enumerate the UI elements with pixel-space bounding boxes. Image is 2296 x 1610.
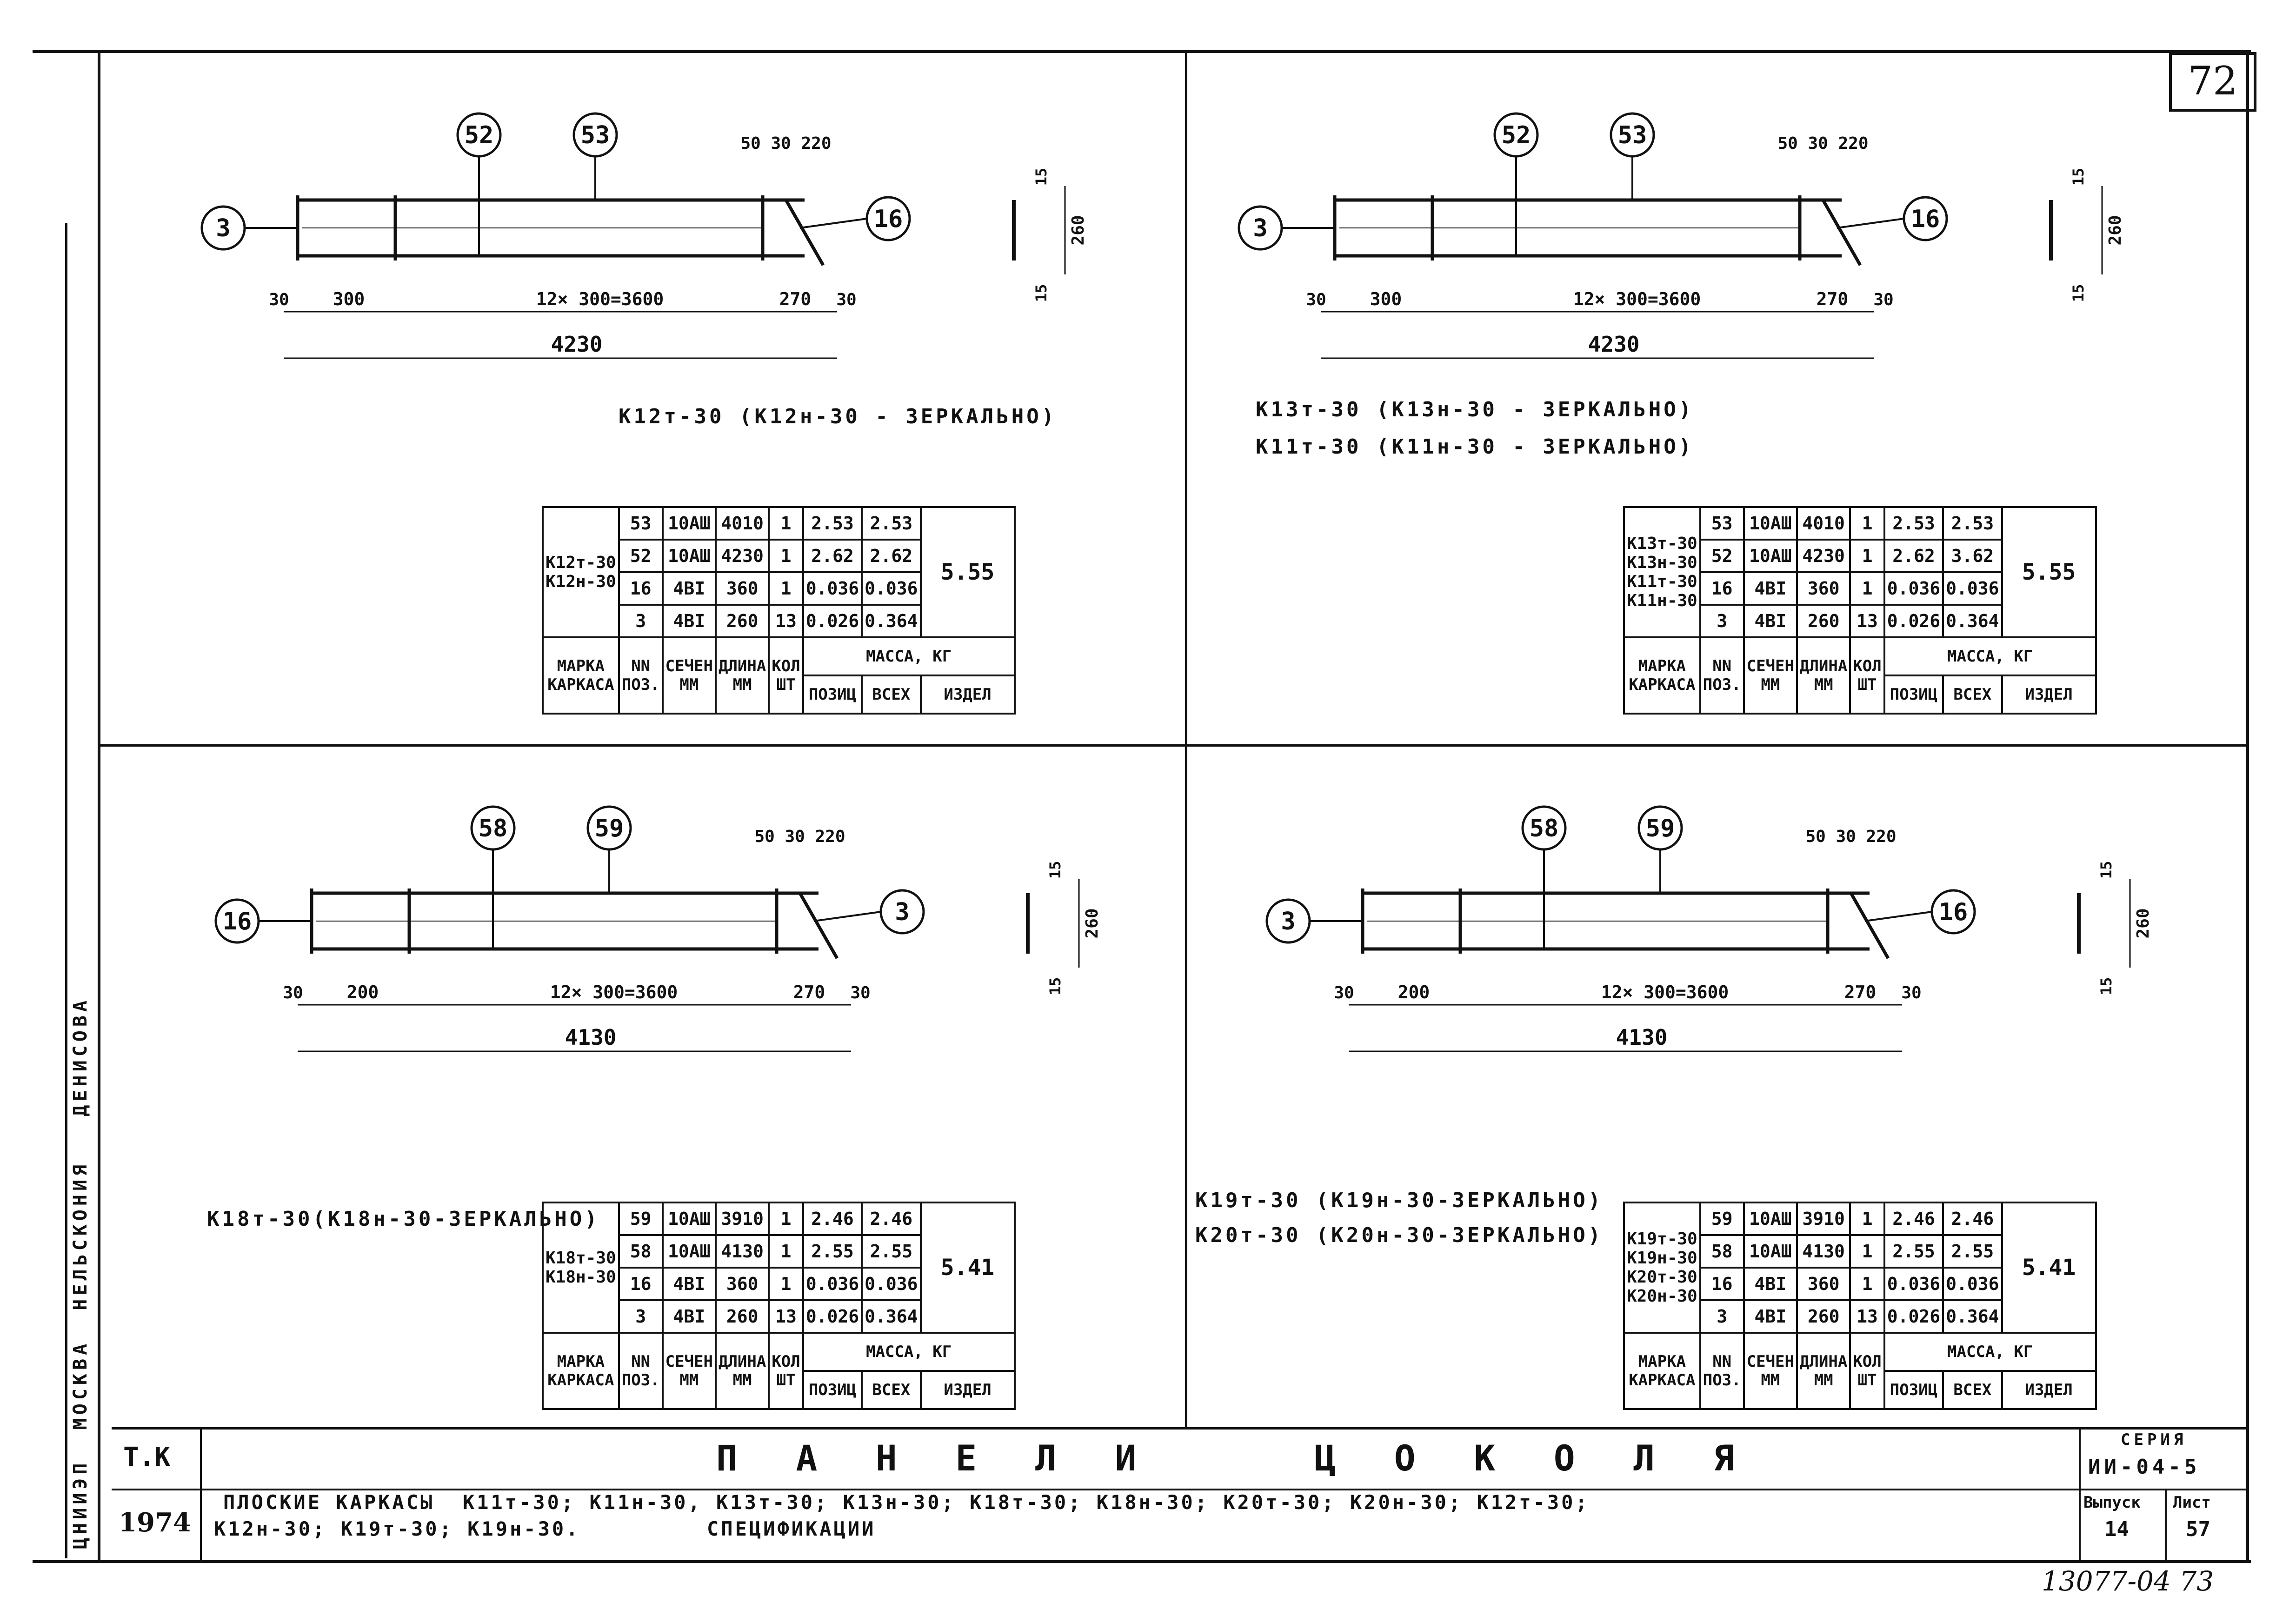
table-cell: 4ВI — [663, 1300, 716, 1333]
table-cell: 10АШ — [663, 1202, 716, 1235]
table-cell: 10АШ — [663, 507, 716, 540]
table-cell: 1 — [769, 1235, 803, 1268]
spec-table-k19 — [1623, 1202, 2097, 1410]
table-cell: 360 — [1797, 572, 1850, 605]
table-cell: 13 — [769, 1300, 803, 1333]
dimension-label: 300 — [333, 289, 365, 309]
table-cell: 52 — [1700, 540, 1744, 572]
dimension-label: 30 — [269, 290, 289, 309]
bubble-position-label: 59 — [1645, 815, 1675, 842]
dimension-label: 30 — [850, 983, 871, 1002]
table-cell: 16 — [1700, 1268, 1744, 1300]
table-cell: 2.55 — [1943, 1235, 2002, 1268]
table-cell: 2.55 — [862, 1235, 920, 1268]
table-cell: 2.62 — [1884, 540, 1943, 572]
header-qty: КОЛ ШТ — [769, 637, 803, 714]
table-cell: 16 — [1700, 572, 1744, 605]
frame-mark: К18т-30 — [546, 1249, 616, 1268]
dimension-label: 300 — [1370, 289, 1402, 309]
header-mass: МАССА, КГ — [1884, 637, 2096, 675]
section-height-label: 260 — [1083, 908, 1102, 939]
table-cell: 4130 — [1797, 1235, 1850, 1268]
table-cell: 3 — [1700, 605, 1744, 637]
table-cell: 59 — [1700, 1202, 1744, 1235]
table-row — [543, 507, 1015, 540]
table-cell: 2.46 — [862, 1202, 920, 1235]
frame-marks — [1624, 1202, 1700, 1333]
series-label: СЕРИЯ — [2121, 1430, 2187, 1449]
table-cell: 4ВI — [663, 1268, 716, 1300]
section-height-label: 260 — [1069, 215, 1088, 246]
bubble-position-label: 52 — [1501, 121, 1531, 149]
table-cell: 0.364 — [862, 605, 920, 637]
header-mass-item: ИЗДЕЛ — [921, 675, 1015, 714]
table-cell: 59 — [619, 1202, 663, 1235]
section-top-label: 15 — [1046, 861, 1064, 879]
dimension-label: 30 — [1334, 983, 1354, 1002]
table-cell: 3 — [619, 1300, 663, 1333]
title-col-line-1 — [200, 1427, 202, 1562]
table-cell: 260 — [716, 1300, 769, 1333]
table-cell: 4010 — [716, 507, 769, 540]
dimension-label: 30 — [1901, 983, 1922, 1002]
header-pos: NN ПОЗ. — [1700, 637, 1744, 714]
table-cell: 1 — [1850, 1235, 1884, 1268]
header-qty: КОЛ ШТ — [1850, 1333, 1884, 1409]
header-mass-pos: ПОЗИЦ — [1884, 1371, 1943, 1409]
table-cell: 4ВI — [663, 572, 716, 605]
table-cell: 0.036 — [1884, 1268, 1943, 1300]
table-cell: 1 — [769, 540, 803, 572]
table-cell: 1 — [1850, 572, 1884, 605]
bubble-position-label: 53 — [580, 121, 610, 149]
table-cell: 1 — [1850, 1202, 1884, 1235]
bubble-position-label: 3 — [216, 214, 231, 242]
table-cell: 10АШ — [663, 540, 716, 572]
table-cell: 53 — [619, 507, 663, 540]
title-col-line-3 — [2165, 1489, 2167, 1562]
section-bottom-label: 15 — [2070, 284, 2087, 302]
dimension-label: 12× 300=3600 — [536, 289, 664, 309]
header-length: ДЛИНА ММ — [1797, 637, 1850, 714]
header-section: СЕЧЕН ММ — [1744, 637, 1797, 714]
table-header-row — [543, 1333, 1015, 1371]
table-cell: 260 — [716, 605, 769, 637]
table-cell: 1 — [769, 1202, 803, 1235]
dimension-label: 12× 300=3600 — [1601, 982, 1729, 1002]
item-mass: 5.55 — [2002, 507, 2096, 637]
frame-mark: К12н-30 — [546, 572, 616, 591]
header-mass-all: ВСЕХ — [1943, 1371, 2002, 1409]
frame-mark: К18н-30 — [546, 1268, 616, 1287]
header-mass-pos: ПОЗИЦ — [1884, 675, 1943, 714]
dimension-label: 30 — [1873, 290, 1894, 309]
bubble-position-label: 58 — [478, 815, 508, 842]
table-cell: 0.036 — [1943, 1268, 2002, 1300]
table-cell: 4130 — [716, 1235, 769, 1268]
dimension-label: 12× 300=3600 — [1573, 289, 1701, 309]
table-cell: 10АШ — [1744, 1202, 1797, 1235]
title-row-line — [112, 1489, 2249, 1490]
dimension-label: 30 — [1306, 290, 1326, 309]
frame-mark: К13т-30 — [1627, 534, 1697, 553]
caption-k19-a: К19т-30 (К19н-30-ЗЕРКАЛЬНО) — [1195, 1189, 1604, 1212]
dimension-label: 30 — [283, 983, 303, 1002]
table-cell: 53 — [1700, 507, 1744, 540]
spec-table-k12 — [542, 506, 1016, 715]
table-cell: 3 — [619, 605, 663, 637]
table-cell: 0.036 — [1884, 572, 1943, 605]
sheet-value: 57 — [2186, 1517, 2210, 1541]
table-cell: 16 — [619, 1268, 663, 1300]
table-cell: 0.364 — [862, 1300, 920, 1333]
table-cell: 4230 — [1797, 540, 1850, 572]
frame-marks — [543, 507, 619, 637]
leader-line — [1837, 219, 1904, 228]
doc-type: Т.К — [123, 1442, 171, 1472]
subtitle-line-2: К12н-30; К19т-30; К19н-30. СПЕЦИФИКАЦИИ — [214, 1517, 876, 1540]
table-cell: 0.364 — [1943, 1300, 2002, 1333]
bubble-position-label: 3 — [1281, 908, 1296, 935]
header-mass: МАССА, КГ — [1884, 1333, 2096, 1371]
table-cell: 1 — [1850, 540, 1884, 572]
table-cell: 58 — [619, 1235, 663, 1268]
table-cell: 0.026 — [803, 1300, 862, 1333]
archive-number: 13077-04 73 — [2042, 1565, 2214, 1597]
table-cell: 2.55 — [1884, 1235, 1943, 1268]
bubble-position-label: 16 — [1910, 205, 1940, 233]
table-cell: 2.62 — [803, 540, 862, 572]
header-mark: МАРКА КАРКАСА — [1624, 637, 1700, 714]
table-cell: 10АШ — [1744, 540, 1797, 572]
table-cell: 3910 — [716, 1202, 769, 1235]
header-mass-all: ВСЕХ — [1943, 675, 2002, 714]
header-section: СЕЧЕН ММ — [663, 1333, 716, 1409]
header-length: ДЛИНА ММ — [716, 637, 769, 714]
spec-table-k18 — [542, 1202, 1016, 1410]
table-cell: 0.026 — [1884, 605, 1943, 637]
table-header-row — [1624, 1333, 2096, 1371]
bubble-position-label: 3 — [1253, 214, 1268, 242]
caption-k13-b: К11т-30 (К11н-30 - ЗЕРКАЛЬНО) — [1256, 435, 1694, 459]
dimension-total-label: 4230 — [551, 332, 603, 357]
dimension-label: 270 — [1844, 982, 1877, 1002]
spacing-label: 50 30 220 — [754, 827, 845, 846]
header-mass: МАССА, КГ — [803, 1333, 1015, 1371]
table-cell: 1 — [769, 572, 803, 605]
table-header-row — [543, 637, 1015, 675]
caption-k12: К12т-30 (К12н-30 - ЗЕРКАЛЬНО) — [619, 405, 1057, 428]
leader-line — [1865, 912, 1932, 921]
dimension-total-label: 4130 — [1616, 1025, 1668, 1050]
table-cell: 13 — [769, 605, 803, 637]
table-cell: 0.026 — [803, 605, 862, 637]
table-cell: 2.62 — [862, 540, 920, 572]
header-mass-pos: ПОЗИЦ — [803, 1371, 862, 1409]
dimension-label: 30 — [836, 290, 857, 309]
header-qty: КОЛ ШТ — [769, 1333, 803, 1409]
section-bottom-label: 15 — [1032, 284, 1050, 302]
header-length: ДЛИНА ММ — [716, 1333, 769, 1409]
table-cell: 1 — [769, 1268, 803, 1300]
year: 1974 — [119, 1507, 191, 1538]
table-cell: 10АШ — [663, 1235, 716, 1268]
series-value: ИИ-04-5 — [2088, 1455, 2201, 1479]
bubble-position-label: 16 — [222, 908, 252, 935]
table-cell: 4010 — [1797, 507, 1850, 540]
table-cell: 52 — [619, 540, 663, 572]
table-row — [1624, 1202, 2096, 1235]
section-bottom-label: 15 — [2097, 977, 2115, 995]
table-cell: 0.036 — [803, 572, 862, 605]
section-top-label: 15 — [2097, 861, 2115, 879]
table-cell: 0.364 — [1943, 605, 2002, 637]
dimension-label: 270 — [1816, 289, 1849, 309]
item-mass: 5.55 — [921, 507, 1015, 637]
frame-mark: К11т-30 — [1627, 572, 1697, 591]
section-height-label: 260 — [2106, 215, 2125, 246]
table-cell: 13 — [1850, 605, 1884, 637]
subtitle-line-1: ПЛОСКИЕ КАРКАСЫ К11т-30; К11н-30, К13т-30; К13н-30; К18т-30; К18н-30; К20т-30; К20н-30; К12т-30; — [223, 1491, 1590, 1514]
table-cell: 1 — [1850, 1268, 1884, 1300]
table-cell: 260 — [1797, 1300, 1850, 1333]
caption-k20-b: К20т-30 (К20н-30-ЗЕРКАЛЬНО) — [1195, 1223, 1604, 1247]
table-cell: 2.46 — [1943, 1202, 2002, 1235]
table-cell: 0.036 — [1943, 572, 2002, 605]
table-cell: 4ВI — [1744, 1268, 1797, 1300]
header-pos: NN ПОЗ. — [1700, 1333, 1744, 1409]
table-cell: 1 — [769, 507, 803, 540]
header-mass: МАССА, КГ — [803, 637, 1015, 675]
frame-mark: К11н-30 — [1627, 591, 1697, 610]
dimension-total-label: 4130 — [565, 1025, 617, 1050]
frame-mark: К13н-30 — [1627, 553, 1697, 572]
table-cell: 4ВI — [1744, 1300, 1797, 1333]
header-mark: МАРКА КАРКАСА — [1624, 1333, 1700, 1409]
dimension-label: 200 — [346, 982, 379, 1002]
table-cell: 3910 — [1797, 1202, 1850, 1235]
table-cell: 4ВI — [663, 605, 716, 637]
header-qty: КОЛ ШТ — [1850, 637, 1884, 714]
leader-line — [814, 912, 881, 921]
table-cell: 2.53 — [1884, 507, 1943, 540]
frame-marks — [1624, 507, 1700, 637]
bubble-position-label: 16 — [873, 205, 903, 233]
table-cell: 2.53 — [1943, 507, 2002, 540]
table-cell: 0.036 — [803, 1268, 862, 1300]
table-cell: 3 — [1700, 1300, 1744, 1333]
table-cell: 13 — [1850, 1300, 1884, 1333]
table-cell: 16 — [619, 572, 663, 605]
frame-mark: К20т-30 — [1627, 1268, 1697, 1287]
table-cell: 360 — [1797, 1268, 1850, 1300]
table-cell: 2.46 — [1884, 1202, 1943, 1235]
table-cell: 2.46 — [803, 1202, 862, 1235]
frame-mark: К19н-30 — [1627, 1249, 1697, 1268]
issue-label: Выпуск — [2083, 1493, 2141, 1512]
bubble-position-label: 59 — [594, 815, 624, 842]
table-row — [1624, 507, 2096, 540]
frame-mark: К12т-30 — [546, 553, 616, 572]
frame-marks — [543, 1202, 619, 1333]
caption-k18: К18т-30(К18н-30-ЗЕРКАЛЬНО) — [207, 1207, 600, 1231]
title-col-line-2 — [2079, 1427, 2081, 1562]
header-pos: NN ПОЗ. — [619, 637, 663, 714]
table-cell: 2.55 — [803, 1235, 862, 1268]
table-cell: 1 — [1850, 507, 1884, 540]
header-mass-pos: ПОЗИЦ — [803, 675, 862, 714]
table-cell: 4ВI — [1744, 605, 1797, 637]
sheet-number: 72 — [2169, 52, 2256, 112]
table-row — [543, 1202, 1015, 1235]
item-mass: 5.41 — [2002, 1202, 2096, 1333]
table-cell: 4ВI — [1744, 572, 1797, 605]
main-title: П А Н Е Л И Ц О К О Л Я — [716, 1437, 1753, 1479]
dimension-label: 12× 300=3600 — [550, 982, 678, 1002]
header-section: СЕЧЕН ММ — [1744, 1333, 1797, 1409]
bubble-position-label: 53 — [1617, 121, 1647, 149]
bubble-position-label: 16 — [1938, 898, 1968, 926]
table-cell: 58 — [1700, 1235, 1744, 1268]
header-pos: NN ПОЗ. — [619, 1333, 663, 1409]
issue-value: 14 — [2104, 1517, 2129, 1541]
header-mass-item: ИЗДЕЛ — [921, 1371, 1015, 1409]
table-cell: 0.036 — [862, 1268, 920, 1300]
spacing-label: 50 30 220 — [1805, 827, 1897, 846]
header-length: ДЛИНА ММ — [1797, 1333, 1850, 1409]
spec-table-k13 — [1623, 506, 2097, 715]
header-mass-all: ВСЕХ — [862, 1371, 920, 1409]
table-cell: 360 — [716, 572, 769, 605]
dimension-label: 200 — [1398, 982, 1430, 1002]
table-cell: 260 — [1797, 605, 1850, 637]
leader-line — [800, 219, 867, 228]
side-stamp: ЦНИИЭП МОСКВА НЕЛЬСКОНИЯ ДЕНИСОВА — [70, 996, 91, 1549]
table-cell: 10АШ — [1744, 507, 1797, 540]
header-mark: МАРКА КАРКАСА — [543, 637, 619, 714]
section-top-label: 15 — [2070, 167, 2087, 186]
dimension-label: 270 — [793, 982, 825, 1002]
caption-k13-a: К13т-30 (К13н-30 - ЗЕРКАЛЬНО) — [1256, 398, 1694, 421]
section-bottom-label: 15 — [1046, 977, 1064, 995]
table-cell: 0.026 — [1884, 1300, 1943, 1333]
table-cell: 4230 — [716, 540, 769, 572]
table-cell: 3.62 — [1943, 540, 2002, 572]
item-mass: 5.41 — [921, 1202, 1015, 1333]
spacing-label: 50 30 220 — [1777, 134, 1869, 153]
table-cell: 2.53 — [803, 507, 862, 540]
sheet-label: Лист — [2173, 1493, 2211, 1512]
header-mass-all: ВСЕХ — [862, 675, 920, 714]
frame-mark: К19т-30 — [1627, 1229, 1697, 1249]
header-mark: МАРКА КАРКАСА — [543, 1333, 619, 1409]
header-section: СЕЧЕН ММ — [663, 637, 716, 714]
bubble-position-label: 58 — [1529, 815, 1559, 842]
table-cell: 10АШ — [1744, 1235, 1797, 1268]
bubble-position-label: 3 — [895, 898, 910, 926]
dimension-label: 270 — [779, 289, 812, 309]
table-header-row — [1624, 637, 2096, 675]
table-cell: 360 — [716, 1268, 769, 1300]
header-mass-item: ИЗДЕЛ — [2002, 675, 2096, 714]
table-cell: 2.53 — [862, 507, 920, 540]
section-top-label: 15 — [1032, 167, 1050, 186]
bubble-position-label: 52 — [464, 121, 494, 149]
header-mass-item: ИЗДЕЛ — [2002, 1371, 2096, 1409]
spacing-label: 50 30 220 — [740, 134, 832, 153]
table-cell: 0.036 — [862, 572, 920, 605]
dimension-total-label: 4230 — [1588, 332, 1640, 357]
section-height-label: 260 — [2134, 908, 2153, 939]
frame-mark: К20н-30 — [1627, 1287, 1697, 1306]
